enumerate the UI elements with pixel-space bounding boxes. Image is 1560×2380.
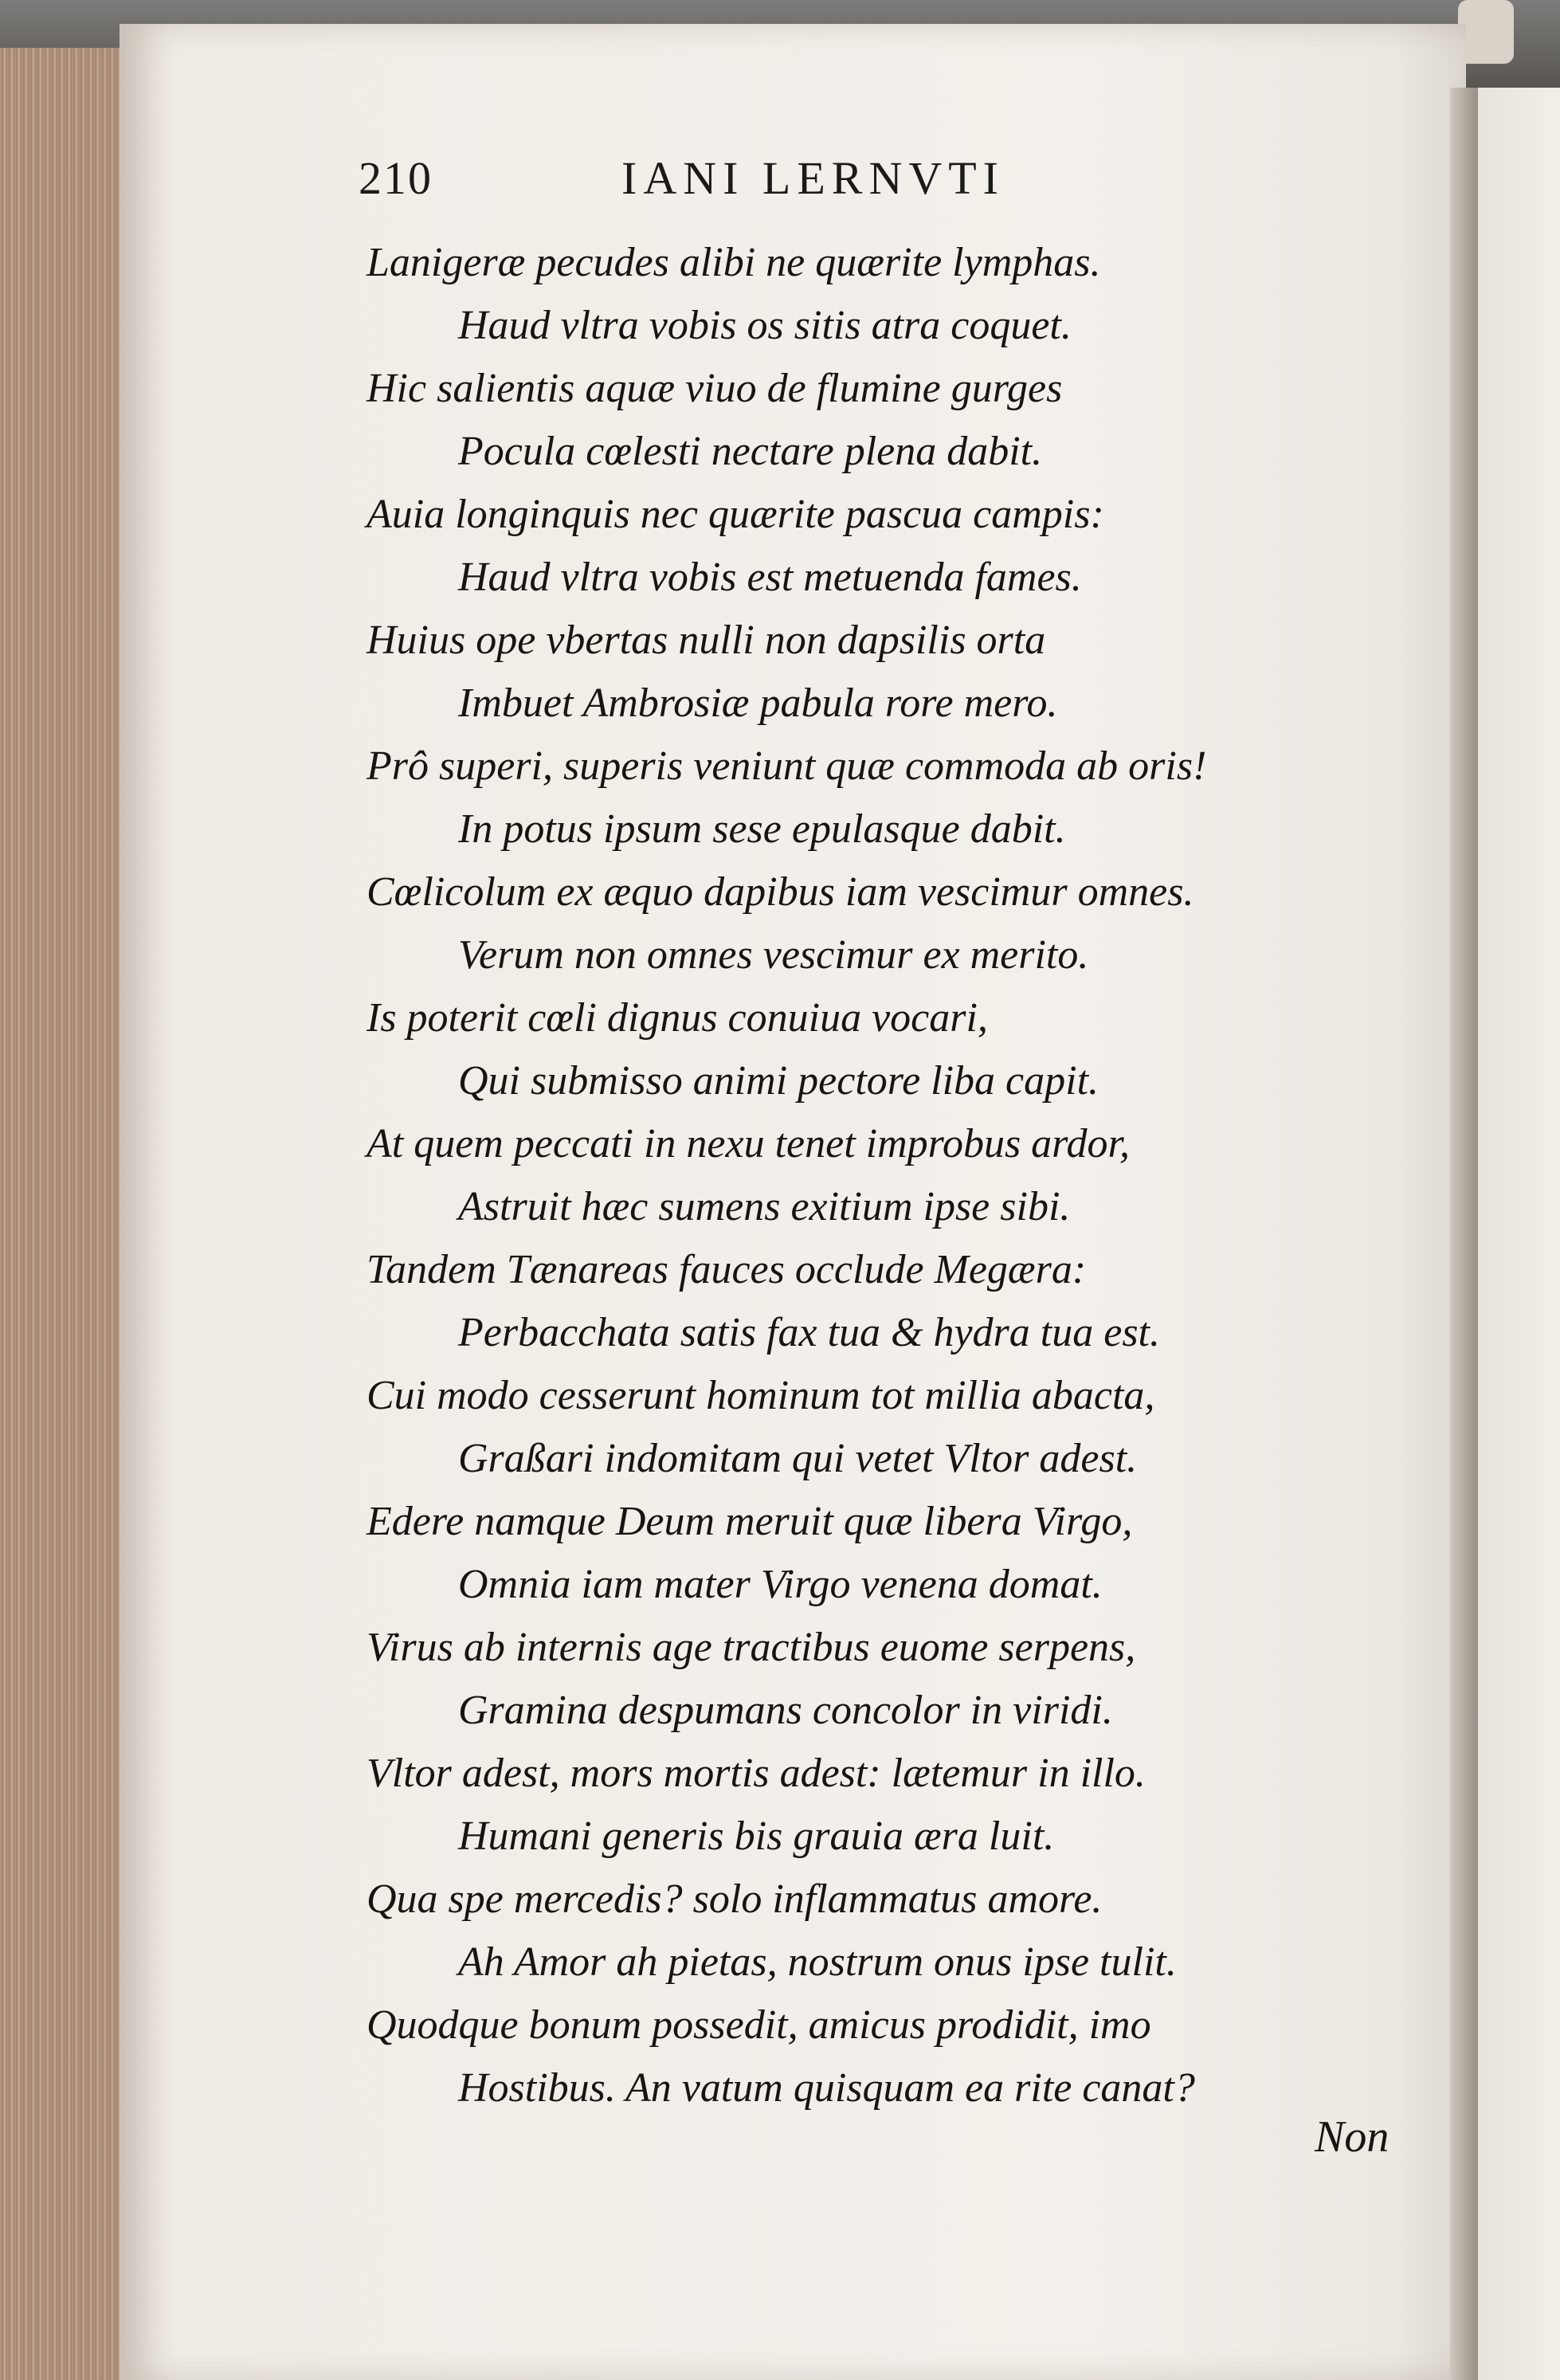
poem-line: Tandem Tænareas fauces occlude Megæra: — [366, 1247, 1087, 1292]
poem-line: Cœlicolum ex æquo dapibus iam vescimur omnes. — [366, 869, 1194, 915]
poem-line: Huius ope vbertas nulli non dapsilis orta — [366, 618, 1046, 663]
poem-line: Omnia iam mater Virgo venena domat. — [458, 1562, 1103, 1607]
poem-line: Hostibus. An vatum quisquam ea rite canat? — [458, 2065, 1195, 2111]
poem-line: Auia longinquis nec quærite pascua campis: — [366, 492, 1104, 537]
poem-line: Graßari indomitam qui vetet Vltor adest. — [458, 1436, 1138, 1481]
poem-line: Gramina despumans concolor in viridi. — [458, 1688, 1113, 1733]
catchword: Non — [1315, 2112, 1389, 2162]
poem-line: Cui modo cesserunt hominum tot millia abacta, — [366, 1373, 1155, 1418]
poem-line: At quem peccati in nexu tenet improbus ardor, — [366, 1121, 1130, 1166]
poem-line: Quodque bonum possedit, amicus prodidit, imo — [366, 2002, 1151, 2048]
poem-line: Is poterit cœli dignus conuiua vocari, — [366, 995, 988, 1041]
poem-line: Prô superi, superis veniunt quæ commoda ab oris! — [366, 743, 1207, 789]
poem-text — [366, 231, 1418, 2119]
page-header — [359, 151, 1235, 215]
poem-line: Virus ab internis age tractibus euome serpens, — [366, 1625, 1136, 1670]
page-edges — [0, 48, 131, 2380]
poem-line: Imbuet Ambrosiæ pabula rore mero. — [458, 680, 1058, 726]
poem-line: Humani generis bis grauia æra luit. — [458, 1813, 1055, 1859]
poem-line: Qui submisso animi pectore liba capit. — [458, 1058, 1099, 1104]
poem-line: Haud vltra vobis os sitis atra coquet. — [458, 303, 1072, 348]
poem-line: Lanigeræ pecudes alibi ne quærite lymphas. — [366, 240, 1101, 285]
book-clip — [1458, 0, 1514, 64]
facing-page — [1478, 88, 1560, 2380]
poem-line: Ah Amor ah pietas, nostrum onus ipse tulit. — [458, 1939, 1177, 1985]
poem-line: In potus ipsum sese epulasque dabit. — [458, 806, 1066, 852]
running-head: IANI LERNVTI — [621, 152, 1005, 204]
poem-line: Astruit hæc sumens exitium ipse sibi. — [458, 1184, 1071, 1229]
poem-line: Hic salientis aquæ viuo de flumine gurges — [366, 366, 1063, 411]
poem-line: Pocula cœlesti nectare plena dabit. — [458, 429, 1043, 474]
poem-line: Verum non omnes vescimur ex merito. — [458, 932, 1089, 978]
poem-line: Qua spe mercedis? solo inflammatus amore. — [366, 1876, 1103, 1922]
poem-line: Vltor adest, mors mortis adest: lætemur in illo. — [366, 1751, 1146, 1796]
poem-line: Haud vltra vobis est metuenda fames. — [458, 555, 1082, 600]
book-gutter — [1450, 88, 1482, 2380]
poem-line: Perbacchata satis fax tua & hydra tua est. — [458, 1310, 1161, 1355]
poem-line: Edere namque Deum meruit quæ libera Virgo, — [366, 1499, 1133, 1544]
page-number: 210 — [359, 152, 433, 204]
